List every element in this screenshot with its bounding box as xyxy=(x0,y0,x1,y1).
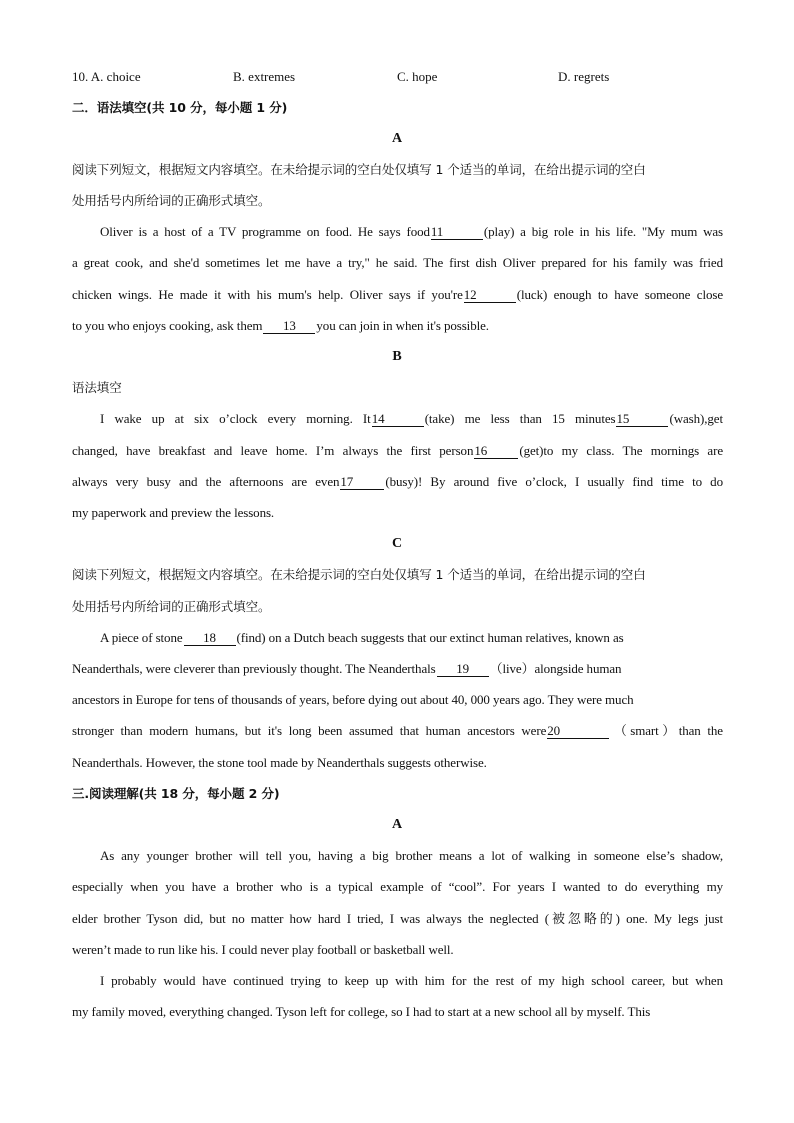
part-c-line3: ancestors in Europe for tens of thousands of years, before dying out about 40, 000 years ago. They were much xyxy=(72,692,634,707)
part-c-line1: A piece of stone 18 (find) on a Dutch beach suggests that our extinct human relatives, known as xyxy=(100,630,624,645)
section2-part-a-label: A xyxy=(391,131,402,146)
part-c-line4: stronger than modern humans, but it's long been assumed that human ancestors were20 （smart）than the xyxy=(72,723,723,738)
section3-part-a-label: A xyxy=(391,817,402,832)
reading-a-line3: elder brother Tyson did, but no matter how hard I tried, I was always the neglected (被忽略的) one. My legs just xyxy=(72,911,723,926)
blank-18[interactable]: 18 xyxy=(184,630,236,646)
q10-option-d: D. regrets xyxy=(558,69,610,84)
reading-a-line1: As any younger brother will tell you, having a big brother means a lot of walking in someone else’s shadow, xyxy=(100,848,723,863)
reading-a-line2: especially when you have a brother who is a typical example of “cool”. For years I wanted to do everything my xyxy=(72,879,723,894)
part-c-instruction-line1: 阅读下列短文，根据短文内容填空。在未给提示词的空白处仅填写 1 个适当的单词，在给出提示词的空白 xyxy=(72,567,646,582)
part-c-line2: Neanderthals, were cleverer than previously thought. The Neanderthals 19 （live）alongside human xyxy=(72,661,622,676)
section2-part-b-label: B xyxy=(392,349,402,364)
part-a-line2: a great cook, and she'd sometimes let me have a try," he said. The first dish Oliver prepared for his family was fried xyxy=(72,255,723,270)
blank-11[interactable]: 11 xyxy=(431,224,483,240)
blank-12[interactable]: 12 xyxy=(464,287,516,303)
reading-a-line4: weren’t made to run like his. I could never play football or basketball well. xyxy=(72,942,454,957)
section3-title: 三.阅读理解(共 18 分，每小题 2 分) xyxy=(72,786,280,801)
blank-13[interactable]: 13 xyxy=(263,318,315,334)
part-c-line5: Neanderthals. However, the stone tool made by Neanderthals suggests otherwise. xyxy=(72,755,487,770)
part-b-line2: changed, have breakfast and leave home. I’m always the first person16 (get)to my class. The mornings are xyxy=(72,443,723,458)
part-b-heading: 语法填空 xyxy=(72,380,122,395)
part-a-instruction-line1: 阅读下列短文，根据短文内容填空。在未给提示词的空白处仅填写 1 个适当的单词，在给出提示词的空白 xyxy=(72,162,646,177)
blank-16[interactable]: 16 xyxy=(474,443,518,459)
part-b-line1: I wake up at six o’clock every morning. It14 (take) me less than 15 minutes15 (wash),get xyxy=(100,411,723,426)
part-a-line4: to you who enjoys cooking, ask them 13 you can join in when it's possible. xyxy=(72,318,489,333)
part-b-line3: always very busy and the afternoons are even17 (busy)! By around five o’clock, I usually find time to do xyxy=(72,474,723,489)
section2-title: 二．语法填空(共 10 分，每小题 1 分) xyxy=(72,100,288,115)
reading-a-line5: I probably would have continued trying to keep up with him for the rest of my high school career, but when xyxy=(100,973,723,988)
part-c-instruction-line2: 处用括号内所给词的正确形式填空。 xyxy=(72,599,271,614)
blank-17[interactable]: 17 xyxy=(340,474,384,490)
blank-15[interactable]: 15 xyxy=(616,411,668,427)
q10-option-b: B. extremes xyxy=(233,69,296,84)
part-a-line3: chicken wings. He made it with his mum's help. Oliver says if you're12 (luck) enough to have someone close xyxy=(72,287,723,302)
blank-19[interactable]: 19 xyxy=(437,661,489,677)
part-a-line1: Oliver is a host of a TV programme on food. He says food11 (play) a big role in his life. "My mum was xyxy=(100,224,723,239)
section2-part-c-label: C xyxy=(391,536,402,551)
part-a-instruction-line2: 处用括号内所给词的正确形式填空。 xyxy=(72,193,271,208)
blank-14[interactable]: 14 xyxy=(372,411,424,427)
part-b-line4: my paperwork and preview the lessons. xyxy=(72,505,275,520)
blank-20[interactable]: 20 xyxy=(547,723,609,739)
reading-a-line6: my family moved, everything changed. Tyson left for college, so I had to start at a new school all by myself. This xyxy=(72,1004,651,1019)
q10-option-a: 10. A. choice xyxy=(72,69,141,84)
q10-option-c: C. hope xyxy=(397,69,438,84)
